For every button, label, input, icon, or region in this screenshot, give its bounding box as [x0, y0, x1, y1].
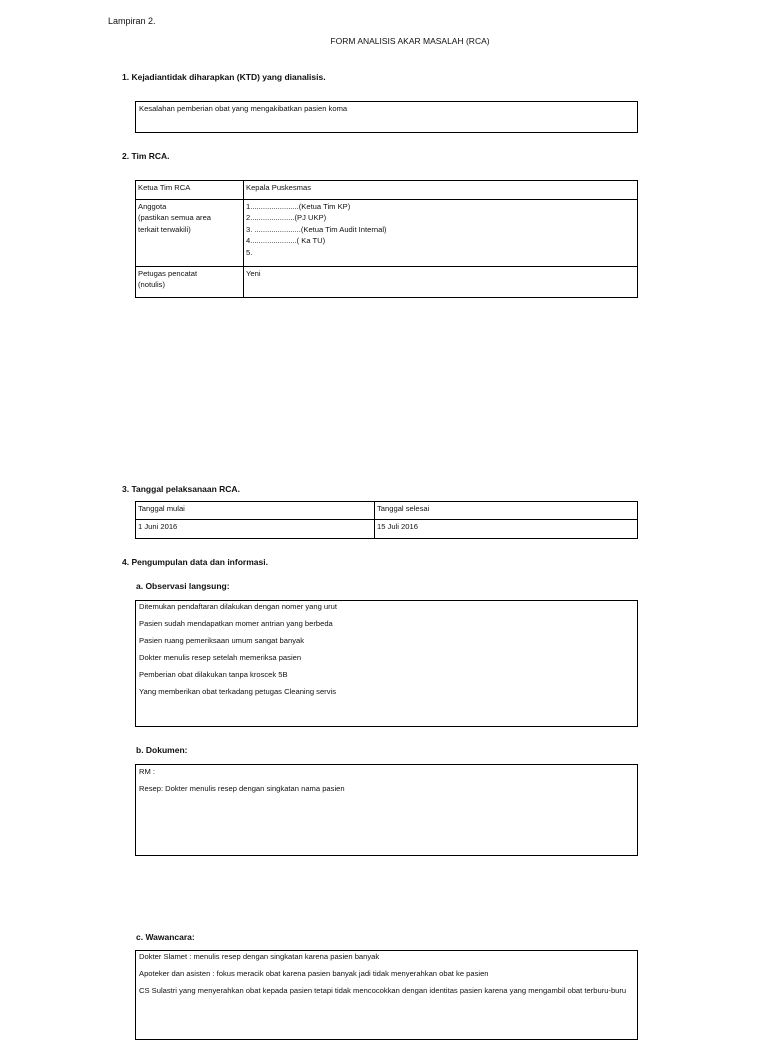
- list-item: CS Sulastri yang menyerahkan obat kepada pasien tetapi tidak mencocokkan dengan identitas pasien karena yang mengambil obat terburu-buru: [139, 986, 627, 995]
- tanggal-mulai-value: 1 Juni 2016: [136, 520, 375, 539]
- anggota-label: Anggota (pastikan semua area terkait terwakili): [136, 200, 244, 267]
- list-item: Apoteker dan asisten : fokus meracik obat karena pasien banyak jadi tidak menyerahkan obat ke pasien: [139, 969, 489, 978]
- list-item: Pasien sudah mendapatkan momer antrian yang berbeda: [139, 619, 333, 628]
- observasi-heading: a. Observasi langsung:: [136, 581, 230, 591]
- tanggal-selesai-label: Tanggal selesai: [375, 502, 638, 520]
- lampiran-label: Lampiran 2.: [108, 16, 156, 26]
- notulis-label: Petugas pencatat (notulis): [136, 267, 244, 298]
- wawancara-box: [135, 950, 638, 1040]
- ketua-label: Ketua Tim RCA: [136, 181, 244, 200]
- tim-rca-table: [135, 180, 638, 298]
- list-item: Dokter Slamet : menulis resep dengan singkatan karena pasien banyak: [139, 952, 380, 961]
- section2-heading: 2. Tim RCA.: [122, 151, 170, 161]
- list-item: Ditemukan pendaftaran dilakukan dengan nomer yang urut: [139, 602, 337, 611]
- form-title: FORM ANALISIS AKAR MASALAH (RCA): [330, 36, 490, 46]
- tanggal-selesai-value: 15 Juli 2016: [375, 520, 638, 539]
- ktd-text: Kesalahan pemberian obat yang mengakibatkan pasien koma: [139, 104, 348, 113]
- tanggal-table: [135, 501, 638, 539]
- dokumen-heading: b. Dokumen:: [136, 745, 188, 755]
- list-item: RM :: [139, 767, 156, 776]
- table-row: [136, 502, 638, 520]
- list-item: Resep: Dokter menulis resep dengan singkatan nama pasien: [139, 784, 345, 793]
- ktd-box: [135, 101, 638, 133]
- dokumen-box: [135, 764, 638, 856]
- section3-heading: 3. Tanggal pelaksanaan RCA.: [122, 484, 240, 494]
- ketua-value: Kepala Puskesmas: [244, 181, 638, 200]
- list-item: Pemberian obat dilakukan tanpa kroscek 5B: [139, 670, 288, 679]
- table-row: [136, 520, 638, 539]
- anggota-value: 1.......................(Ketua Tim KP) 2.....................(PJ UKP) 3. ......................(Ketua Tim Audit Internal) 4......................( Ka TU) 5.: [244, 200, 638, 267]
- table-row: [136, 200, 638, 267]
- table-row: [136, 267, 638, 298]
- notulis-value: Yeni: [244, 267, 638, 298]
- tanggal-mulai-label: Tanggal mulai: [136, 502, 375, 520]
- table-row: [136, 181, 638, 200]
- section1-heading: 1. Kejadiantidak diharapkan (KTD) yang dianalisis.: [122, 72, 326, 82]
- wawancara-heading: c. Wawancara:: [136, 932, 195, 942]
- section4-heading: 4. Pengumpulan data dan informasi.: [122, 557, 268, 567]
- observasi-box: [135, 600, 638, 727]
- list-item: Pasien ruang pemeriksaan umum sangat banyak: [139, 636, 305, 645]
- list-item: Yang memberikan obat terkadang petugas Cleaning servis: [139, 687, 336, 696]
- list-item: Dokter menulis resep setelah memeriksa pasien: [139, 653, 302, 662]
